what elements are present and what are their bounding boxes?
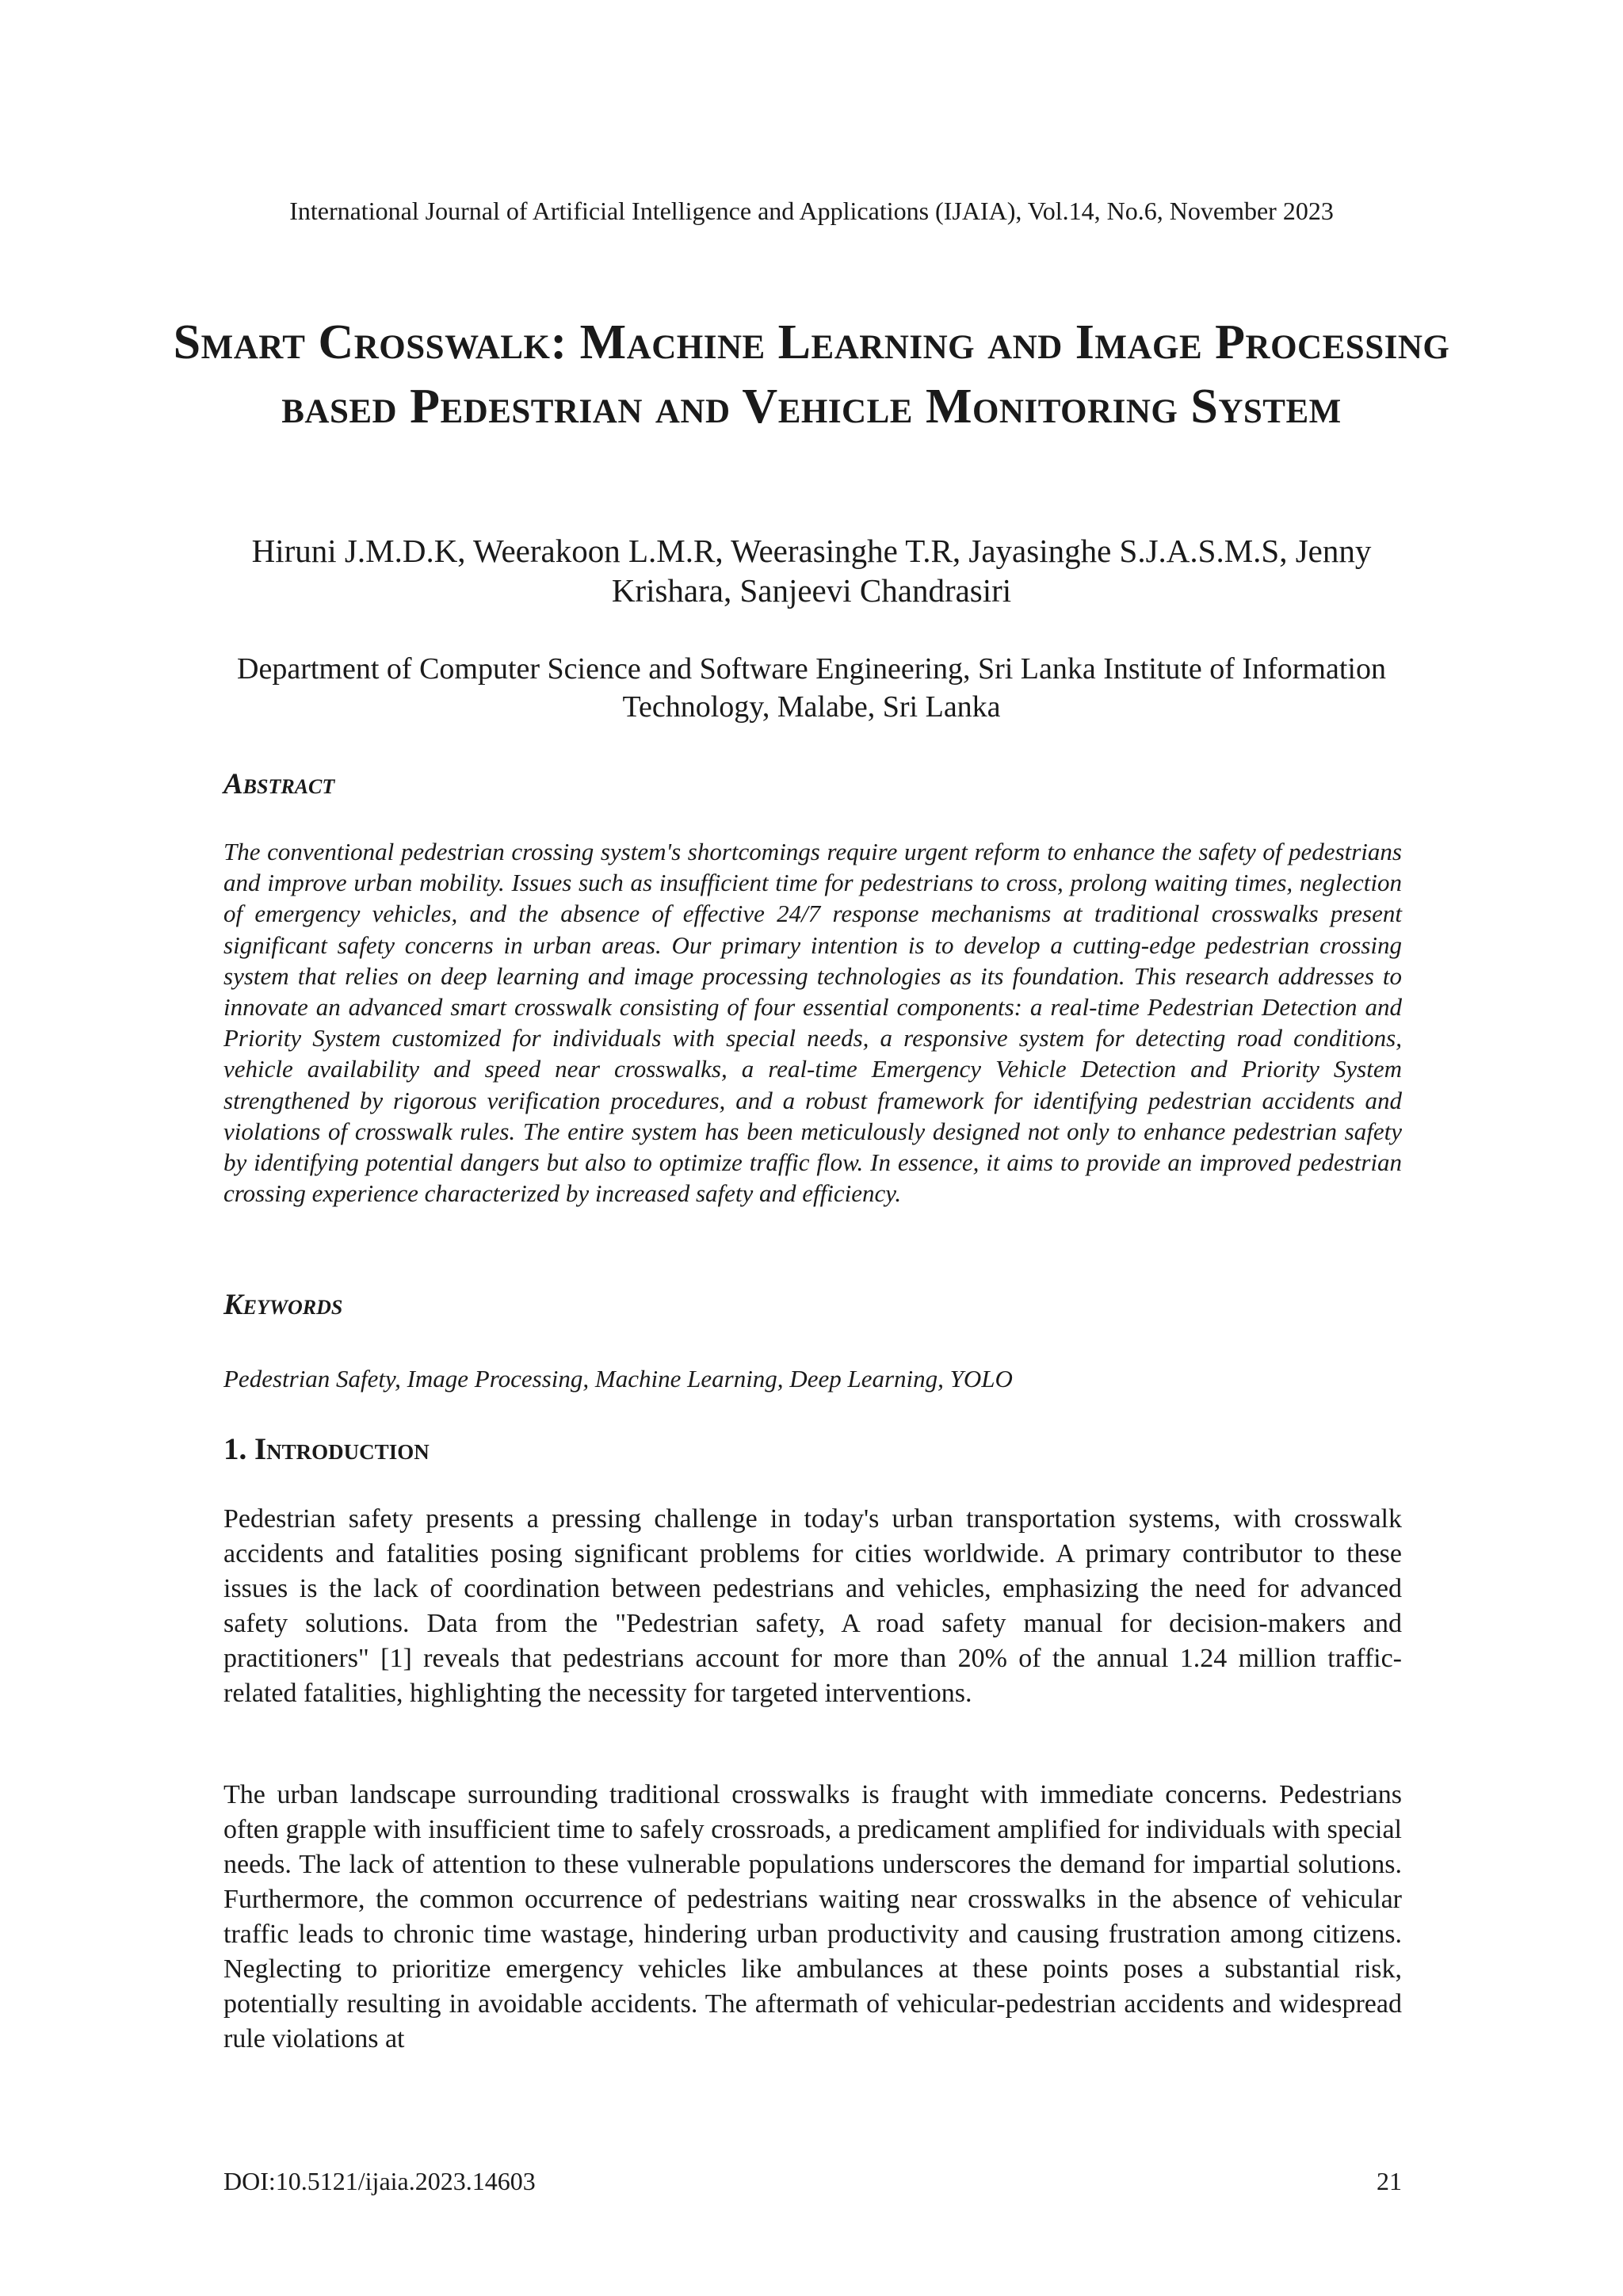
introduction-paragraph-1: Pedestrian safety presents a pressing challenge in today's urban transportation systems, with crosswalk accidents and fatalities posing significant problems for cities worldwide. A primary contributor to these issues is the lack of coordination between pedestrians and vehicles, emphasizing the need for advanced safety solutions. Data from the "Pedestrian safety, A road safety manual for decision-makers and practitioners" [1] reveals that pedestrians account for more than 20% of the annual 1.24 million traffic-related fatalities, highlighting the necessity for targeted interventions. <box>223 1504 1402 1708</box>
introduction-heading: 1. Introduction <box>223 1432 430 1466</box>
author-affiliation: Department of Computer Science and Software Engineering, Sri Lanka Institute of Information Technology, Malabe, Sri Lanka <box>237 652 1386 724</box>
keywords-text: Pedestrian Safety, Image Processing, Machine Learning, Deep Learning, YOLO <box>223 1365 1013 1392</box>
keywords-heading: Keywords <box>223 1289 343 1321</box>
paper-title: Smart Crosswalk: Machine Learning and Image Processing based Pedestrian and Vehicle Monitoring System <box>173 315 1450 434</box>
page-number: 21 <box>1377 2167 1402 2195</box>
author-list: Hiruni J.M.D.K, Weerakoon L.M.R, Weerasinghe T.R, Jayasinghe S.J.A.S.M.S, Jenny Krishara, Sanjeevi Chandrasiri <box>251 533 1372 609</box>
journal-running-header: International Journal of Artificial Intelligence and Applications (IJAIA), Vol.14, No.6, November 2023 <box>289 197 1334 225</box>
footer-doi: DOI:10.5121/ijaia.2023.14603 <box>223 2167 536 2195</box>
introduction-paragraph-2: The urban landscape surrounding traditional crosswalks is fraught with immediate concerns. Pedestrians often grapple with insufficient time to safely crossroads, a predicament amplified for individuals with special needs. The lack of attention to these vulnerable populations underscores the demand for impartial solutions. Furthermore, the common occurrence of pedestrians waiting near crosswalks in the absence of vehicular traffic leads to chronic time wastage, hindering urban productivity and causing frustration among citizens. Neglecting to prioritize emergency vehicles like ambulances at these points poses a substantial risk, potentially resulting in avoidable accidents. The aftermath of vehicular-pedestrian accidents and widespread rule violations at <box>223 1780 1402 2053</box>
abstract-text: The conventional pedestrian crossing system's shortcomings require urgent reform to enhance the safety of pedestrians and improve urban mobility. Issues such as insufficient time for pedestrians to cross, prolong waiting times, neglection of emergency vehicles, and the absence of effective 24/7 response mechanisms at traditional crosswalks present significant safety concerns in urban areas. Our primary intention is to develop a cutting-edge pedestrian crossing system that relies on deep learning and image processing technologies as its foundation. This research addresses to innovate an advanced smart crosswalk consisting of four essential components: a real-time Pedestrian Detection and Priority System customized for individuals with special needs, a responsive system for detecting road conditions, vehicle availability and speed near crosswalks, a real-time Emergency Vehicle Detection and Priority System strengthened by rigorous verification procedures, and a robust framework for identifying pedestrian accidents and violations of crosswalk rules. The entire system has been meticulously designed not only to enhance pedestrian safety by identifying potential dangers but also to optimize traffic flow. In essence, it aims to provide an improved pedestrian crossing experience characterized by increased safety and efficiency. <box>223 838 1402 1208</box>
abstract-heading: Abstract <box>223 768 335 800</box>
